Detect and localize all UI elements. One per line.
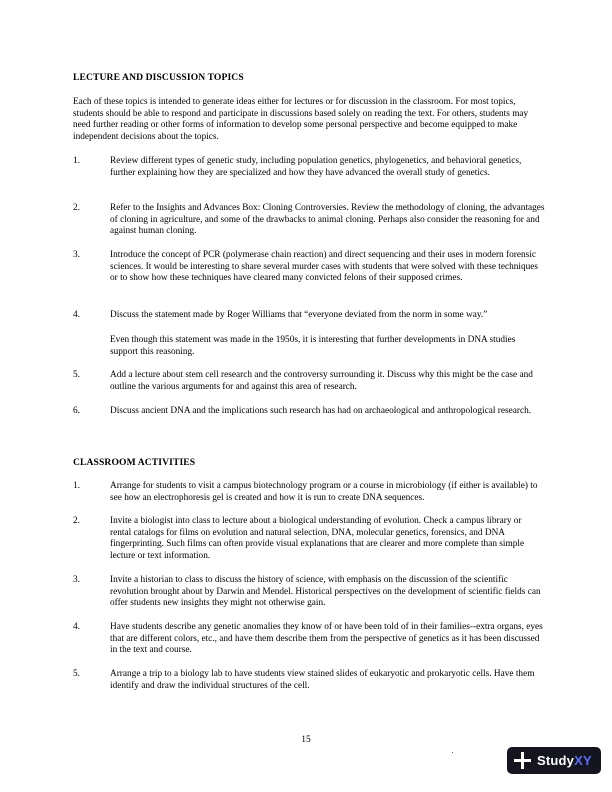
item-text-extra: Even though this statement was made in the 1950s, it is interesting that further developments in DNA studies support this reasoning. bbox=[110, 335, 516, 357]
item-number: 6. bbox=[73, 406, 80, 416]
item-text: Add a lecture about stem cell research and the controversy surrounding it. Discuss why this might be the case and outline the various arguments for and against this area of research. bbox=[110, 370, 533, 392]
section-heading-classroom-activities: CLASSROOM ACTIVITIES bbox=[73, 457, 196, 468]
item-number: 2. bbox=[73, 516, 80, 526]
item-number: 1. bbox=[73, 156, 80, 166]
item-text: Have students describe any genetic anomalies they know of or have been told of in their families--extra organs, eyes that are different colors, etc., and have them describe them from the perspective of genetics as it has been discussed in the text and course. bbox=[110, 622, 543, 656]
badge-brand-accent: XY bbox=[574, 753, 592, 768]
item-text: Discuss ancient DNA and the implications such research has had on archaeological and anthropological research. bbox=[110, 406, 532, 416]
item-text: Introduce the concept of PCR (polymerase chain reaction) and direct sequencing and their uses in modern forensic sciences. It would be interesting to share several murder cases with students that were solved with these techniques or to show how these techniques have cleared many convicted felons of their supposed crimes. bbox=[110, 250, 539, 284]
studyxy-badge[interactable] bbox=[507, 747, 601, 774]
badge-brand-text bbox=[537, 753, 592, 768]
badge-brand-main: Study bbox=[537, 753, 575, 768]
item-text: Invite a historian to class to discuss the history of science, with emphasis on the discussion of the scientific revolution brought about by Darwin and Mendel. Historical perspectives on the development of scientific fields can offer students new insights they might not otherwise gain. bbox=[110, 575, 541, 609]
item-text: Arrange for students to visit a campus biotechnology program or a course in microbiology (if either is available) to see how an electrophoresis gel is created and how it is run to create DNA sequences. bbox=[110, 481, 538, 503]
item-text: Invite a biologist into class to lecture about a biological understanding of evolution. Check a campus library or rental catalogs for films on evolution and natural selection, DNA, molecular genetics, forensics, and DNA fingerprinting. Such films can often provide visual explanations that are clearer and more complete than simple lecture or text information. bbox=[110, 516, 525, 561]
item-number: 3. bbox=[73, 575, 80, 585]
item-number: 2. bbox=[73, 203, 80, 213]
stray-dot bbox=[452, 752, 453, 753]
item-number: 4. bbox=[73, 622, 80, 632]
intro-paragraph: Each of these topics is intended to generate ideas either for lectures or for discussion in the classroom. For most topics, students should be able to respond and participate in discussions based solely on reading the text. For others, students may need further reading or other forms of information to develop some personal perspective and become equipped to make independent decisions about the topics. bbox=[73, 97, 529, 142]
item-number: 4. bbox=[73, 310, 80, 320]
item-text: Refer to the Insights and Advances Box: Cloning Controversies. Review the methodology of cloning, the advantages of cloning in agriculture, and some of the drawbacks to animal cloning. Perhaps also consider the reasoning for and against human cloning. bbox=[110, 203, 545, 237]
page-number: 15 bbox=[301, 735, 311, 745]
item-text: Arrange a trip to a biology lab to have students view stained slides of eukaryotic and prokaryotic cells. Have them identify and draw the individual structures of the cell. bbox=[110, 669, 535, 691]
item-number: 5. bbox=[73, 370, 80, 380]
item-text: Discuss the statement made by Roger Williams that “everyone deviated from the norm in some way.” bbox=[110, 310, 488, 320]
item-number: 1. bbox=[73, 481, 80, 491]
item-number: 5. bbox=[73, 669, 80, 679]
item-number: 3. bbox=[73, 250, 80, 260]
plus-icon bbox=[514, 752, 531, 769]
section-heading-lecture-topics: LECTURE AND DISCUSSION TOPICS bbox=[73, 72, 244, 83]
item-text: Review different types of genetic study, including population genetics, phylogenetics, and behavioral genetics, further explaining how they are specialized and how they have advanced the overall study of genetics. bbox=[110, 156, 522, 178]
